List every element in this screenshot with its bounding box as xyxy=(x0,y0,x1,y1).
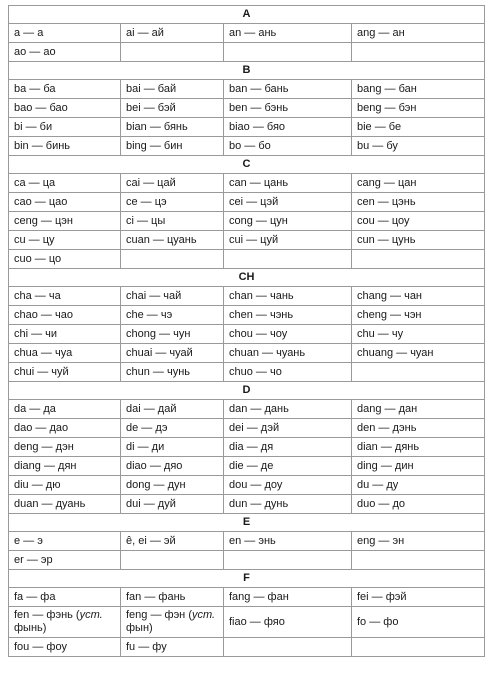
syllable-cell: cheng — чэн xyxy=(352,306,485,325)
syllable-cell: dang — дан xyxy=(352,400,485,419)
syllable-cell: dian — дянь xyxy=(352,438,485,457)
syllable-cell: cai — цай xyxy=(121,174,224,193)
table-row xyxy=(9,457,485,476)
syllable-cell: chai — чай xyxy=(121,287,224,306)
syllable-cell: can — цань xyxy=(224,174,352,193)
syllable-cell: diao — дяо xyxy=(121,457,224,476)
section-letter: F xyxy=(9,570,485,588)
syllable-cell: chu — чу xyxy=(352,325,485,344)
section-letter: B xyxy=(9,62,485,80)
empty-cell xyxy=(121,551,224,570)
syllable-cell: bin — бинь xyxy=(9,137,121,156)
syllable-cell: dao — дао xyxy=(9,419,121,438)
syllable-cell: fei — фэй xyxy=(352,588,485,607)
section-header-row xyxy=(9,62,485,80)
table-row xyxy=(9,495,485,514)
syllable-cell: deng — дэн xyxy=(9,438,121,457)
syllable-cell: ai — ай xyxy=(121,24,224,43)
table-row xyxy=(9,638,485,657)
section-letter: C xyxy=(9,156,485,174)
table-row xyxy=(9,551,485,570)
syllable-cell: ci — цы xyxy=(121,212,224,231)
section-header-row xyxy=(9,382,485,400)
syllable-cell: ben — бэнь xyxy=(224,99,352,118)
section-letter: E xyxy=(9,514,485,532)
syllable-cell: die — де xyxy=(224,457,352,476)
syllable-cell: bei — бэй xyxy=(121,99,224,118)
table-row xyxy=(9,532,485,551)
table-row xyxy=(9,193,485,212)
syllable-cell: diu — дю xyxy=(9,476,121,495)
syllable-cell: dan — дань xyxy=(224,400,352,419)
empty-cell xyxy=(121,250,224,269)
syllable-cell: diang — дян xyxy=(9,457,121,476)
table-row xyxy=(9,476,485,495)
section-letter: CH xyxy=(9,269,485,287)
table-row xyxy=(9,174,485,193)
section-header-row xyxy=(9,570,485,588)
syllable-cell: biao — бяо xyxy=(224,118,352,137)
syllable-cell: de — дэ xyxy=(121,419,224,438)
syllable-cell: dai — дай xyxy=(121,400,224,419)
table-row xyxy=(9,231,485,250)
syllable-cell: chang — чан xyxy=(352,287,485,306)
syllable-cell: ao — ао xyxy=(9,43,121,62)
syllable-text: фынь) xyxy=(14,622,47,634)
table-row xyxy=(9,588,485,607)
syllable-cell: chua — чуа xyxy=(9,344,121,363)
syllable-cell: e — э xyxy=(9,532,121,551)
table-row xyxy=(9,607,485,638)
table-row xyxy=(9,24,485,43)
syllable-cell: duan — дуань xyxy=(9,495,121,514)
syllable-cell: cha — ча xyxy=(9,287,121,306)
syllable-cell: cui — цуй xyxy=(224,231,352,250)
syllable-cell: bai — бай xyxy=(121,80,224,99)
syllable-cell: dun — дунь xyxy=(224,495,352,514)
table-row xyxy=(9,212,485,231)
syllable-cell: chou — чоу xyxy=(224,325,352,344)
syllable-cell xyxy=(9,607,121,638)
table-row xyxy=(9,137,485,156)
table-body xyxy=(9,6,485,657)
syllable-cell: fa — фа xyxy=(9,588,121,607)
syllable-cell: dui — дуй xyxy=(121,495,224,514)
syllable-cell: den — дэнь xyxy=(352,419,485,438)
syllable-cell: ê, ei — эй xyxy=(121,532,224,551)
syllable-cell: bo — бо xyxy=(224,137,352,156)
syllable-cell: chi — чи xyxy=(9,325,121,344)
empty-cell xyxy=(224,551,352,570)
syllable-cell: cou — цоу xyxy=(352,212,485,231)
syllable-cell: di — ди xyxy=(121,438,224,457)
empty-cell xyxy=(224,250,352,269)
syllable-cell: bian — бянь xyxy=(121,118,224,137)
syllable-cell: cun — цунь xyxy=(352,231,485,250)
table-row xyxy=(9,118,485,137)
syllable-cell: ban — бань xyxy=(224,80,352,99)
syllable-cell: dia — дя xyxy=(224,438,352,457)
syllable-cell: ding — дин xyxy=(352,457,485,476)
syllable-cell: chan — чань xyxy=(224,287,352,306)
section-header-row xyxy=(9,6,485,24)
syllable-cell: dou — доу xyxy=(224,476,352,495)
syllable-cell: ceng — цэн xyxy=(9,212,121,231)
table-row xyxy=(9,306,485,325)
syllable-cell: cuan — цуань xyxy=(121,231,224,250)
syllable-cell: chuo — чо xyxy=(224,363,352,382)
syllable-cell: chuai — чуай xyxy=(121,344,224,363)
syllable-cell: fang — фан xyxy=(224,588,352,607)
table-row xyxy=(9,344,485,363)
table-row xyxy=(9,43,485,62)
table-row xyxy=(9,250,485,269)
section-header-row xyxy=(9,514,485,532)
syllable-cell: cei — цэй xyxy=(224,193,352,212)
syllable-cell: ca — ца xyxy=(9,174,121,193)
syllable-cell: ce — цэ xyxy=(121,193,224,212)
syllable-cell: dong — дун xyxy=(121,476,224,495)
table-row xyxy=(9,400,485,419)
table-row xyxy=(9,287,485,306)
syllable-cell: ang — ан xyxy=(352,24,485,43)
section-header-row xyxy=(9,269,485,287)
syllable-cell: du — ду xyxy=(352,476,485,495)
syllable-cell: chao — чао xyxy=(9,306,121,325)
pinyin-cyrillic-table xyxy=(8,5,485,657)
section-letter: A xyxy=(9,6,485,24)
syllable-cell: cuo — цо xyxy=(9,250,121,269)
syllable-cell: bang — бан xyxy=(352,80,485,99)
syllable-cell: ba — ба xyxy=(9,80,121,99)
syllable-text: fen — фэнь ( xyxy=(14,609,80,621)
empty-cell xyxy=(352,363,485,382)
syllable-cell: bi — би xyxy=(9,118,121,137)
syllable-cell: che — чэ xyxy=(121,306,224,325)
syllable-cell: eng — эн xyxy=(352,532,485,551)
syllable-cell: beng — бэн xyxy=(352,99,485,118)
table-row xyxy=(9,99,485,118)
syllable-cell: cang — цан xyxy=(352,174,485,193)
empty-cell xyxy=(224,638,352,657)
empty-cell xyxy=(352,551,485,570)
table-row xyxy=(9,80,485,99)
empty-cell xyxy=(352,250,485,269)
syllable-cell xyxy=(121,607,224,638)
table-row xyxy=(9,438,485,457)
syllable-cell: cong — цун xyxy=(224,212,352,231)
empty-cell xyxy=(352,638,485,657)
syllable-cell: bao — бао xyxy=(9,99,121,118)
syllable-cell: chun — чунь xyxy=(121,363,224,382)
syllable-cell: a — а xyxy=(9,24,121,43)
empty-cell xyxy=(121,43,224,62)
syllable-cell: bie — бе xyxy=(352,118,485,137)
syllable-cell: chuan — чуань xyxy=(224,344,352,363)
syllable-cell: duo — до xyxy=(352,495,485,514)
syllable-cell: chuang — чуан xyxy=(352,344,485,363)
section-header-row xyxy=(9,156,485,174)
syllable-cell: chong — чун xyxy=(121,325,224,344)
syllable-text: feng — фэн ( xyxy=(126,609,192,621)
syllable-cell: cao — цао xyxy=(9,193,121,212)
syllable-cell: chen — чэнь xyxy=(224,306,352,325)
syllable-cell: cu — цу xyxy=(9,231,121,250)
syllable-cell: cen — цэнь xyxy=(352,193,485,212)
syllable-cell: an — ань xyxy=(224,24,352,43)
empty-cell xyxy=(352,43,485,62)
syllable-cell: fou — фоу xyxy=(9,638,121,657)
syllable-cell: chui — чуй xyxy=(9,363,121,382)
syllable-cell: bing — бин xyxy=(121,137,224,156)
pinyin-table-container xyxy=(8,5,485,657)
section-letter: D xyxy=(9,382,485,400)
syllable-cell: en — энь xyxy=(224,532,352,551)
table-row xyxy=(9,363,485,382)
syllable-text: фын) xyxy=(126,622,153,634)
syllable-cell: da — да xyxy=(9,400,121,419)
obsolete-abbrev: уст. xyxy=(79,609,103,621)
syllable-cell: fiao — фяо xyxy=(224,607,352,638)
obsolete-abbrev: уст. xyxy=(191,609,216,621)
syllable-cell: fo — фо xyxy=(352,607,485,638)
empty-cell xyxy=(224,43,352,62)
syllable-cell: fu — фу xyxy=(121,638,224,657)
syllable-cell: bu — бу xyxy=(352,137,485,156)
table-row xyxy=(9,325,485,344)
table-row xyxy=(9,419,485,438)
syllable-cell: dei — дэй xyxy=(224,419,352,438)
syllable-cell: fan — фань xyxy=(121,588,224,607)
syllable-cell: er — эр xyxy=(9,551,121,570)
